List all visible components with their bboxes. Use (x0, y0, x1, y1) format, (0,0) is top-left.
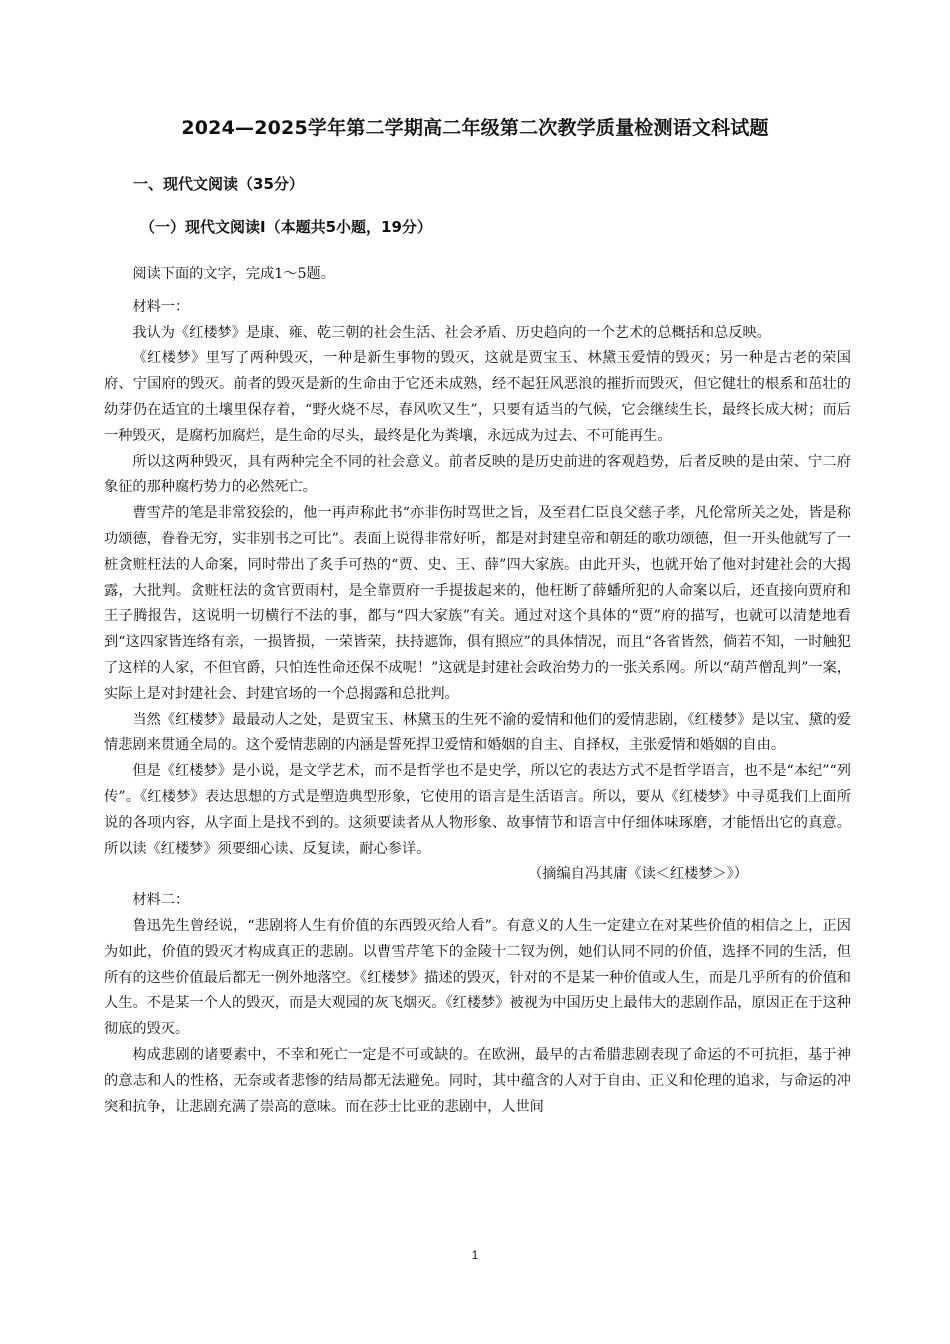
material1-paragraph: 曹雪芹的笔是非常狡狯的，他一再声称此书“亦非伤时骂世之旨，及至君仁臣良父慈子孝，凡伦常所关之处，皆是称功颂德，眷眷无穷，实非别书之可比”。表面上说得非常好听，都是对封建皇帝和朝廷的歌功颂德，但一开头他就写了一桩贪赃枉法的人命案，同时带出了炙手可热的“贾、史、王、薛”四大家族。由此开头，也就开始了他对封建社会的大揭露，大批判。贪赃枉法的贪官贾雨村，是全靠贾府一手提拔起来的，他枉断了薛蟠所犯的人命案以后，还直接向贾府和王子腾报告，这说明一切横行不法的事，都与“四大家族”有关。通过对这个具体的“贾”府的描写，也就可以清楚地看到“这四家皆连络有亲，一损皆损，一荣皆荣，扶持遮饰，俱有照应”的具体情况，而且“各省皆然，倘若不知，一时触犯了这样的人家，不但官爵，只怕连性命还保不成呢！”这就是封建社会政治势力的一张关系网。所以“葫芦僧乱判”一案，实际上是对封建社会、封建官场的一个总揭露和总批判。 (104, 505, 851, 702)
instruction-text: 阅读下面的文字，完成1～5题。 (132, 266, 335, 282)
material1-paragraph: 《红楼梦》里写了两种毁灭，一种是新生事物的毁灭，这就是贾宝玉、林黛玉爱情的毁灭；另一种是古老的荣国府、宁国府的毁灭。前者的毁灭是新的生命由于它还未成熟，经不起狂风恶浪的摧折而毁灭，但它健壮的根系和茁壮的幼芽仍在适宜的土壤里保存着，“野火烧不尽，春风吹又生”，只要有适当的气候，它会继续生长，最终长成大树；而后一种毁灭，是腐朽加腐烂，是生命的尽头，最终是化为粪壤，永远成为过去、不可能再生。 (104, 350, 851, 444)
material2-paragraph: 构成悲剧的诸要素中，不幸和死亡一定是不可或缺的。在欧洲，最早的古希腊悲剧表现了命运的不可抗拒，基于神的意志和人的性格，无奈或者悲惨的结局都无法避免。同时，其中蕴含的人对于自由、正义和伦理的追求，与命运的冲突和抗争，让悲剧充满了崇高的意味。而在莎士比亚的悲剧中，人世间 (104, 1046, 851, 1115)
material1-paragraph: 当然《红楼梦》最最动人之处，是贾宝玉、林黛玉的生死不渝的爱情和他们的爱情悲剧，《红楼梦》是以宝、黛的爱情悲剧来贯通全局的。这个爱情悲剧的内涵是誓死捍卫爱情和婚姻的自主、自择权，主张爱情和婚姻的自由。 (104, 711, 851, 754)
material1-paragraph: 但是《红楼梦》是小说，是文学艺术，而不是哲学也不是史学，所以它的表达方式不是哲学语言，也不是“本纪”“列传”。《红楼梦》表达思想的方式是塑造典型形象，它使用的语言是生活语言。所以，要从《红楼梦》中寻觅我们上面所说的各项内容，从字面上是找不到的。这须要读者从人物形象、故事情节和语言中仔细体味琢磨，才能悟出它的真意。所以读《红楼梦》须要细心读、反复读，耐心参详。 (104, 763, 851, 857)
material1-label: 材料一： (132, 298, 190, 315)
material2-label: 材料二： (132, 892, 190, 909)
material1-source: （摘编自冯其庸《读＜红楼梦＞》） (528, 866, 748, 883)
article-body (104, 262, 851, 1120)
material2-paragraph: 鲁迅先生曾经说，“悲剧将人生有价值的东西毁灭给人看”。有意义的人生一定建立在对某些价值的相信之上，正因为如此，价值的毁灭才构成真正的悲剧。以曹雪芹笔下的金陵十二钗为例，她们认同不同的价值，选择不同的生活，但所有的这些价值最后都无一例外地落空。《红楼梦》描述的毁灭，针对的不是某一种价值或人生，而是几乎所有的价值和人生。不是某一个人的毁灭，而是大观园的灰飞烟灭。《红楼梦》被视为中国历史上最伟大的悲剧作品，原因正在于这种彻底的毁灭。 (104, 917, 851, 1038)
material1-paragraph: 我认为《红楼梦》是康、雍、乾三朝的社会生活、社会矛盾、历史趋向的一个艺术的总概括和总反映。 (132, 324, 771, 341)
subsection-heading: （一）现代文阅读Ⅰ（本题共5小题，19分） (140, 218, 432, 236)
page-number: 1 (471, 1248, 479, 1262)
material1-paragraph: 所以这两种毁灭，具有两种完全不同的社会意义。前者反映的是历史前进的客观趋势，后者反映的是由荣、宁二府象征的那种腐朽势力的必然死亡。 (104, 453, 851, 496)
page-title: 2024—2025学年第二学期高二年级第二次教学质量检测语文科试题 (181, 117, 769, 139)
section-heading: 一、现代文阅读（35分） (133, 175, 304, 193)
